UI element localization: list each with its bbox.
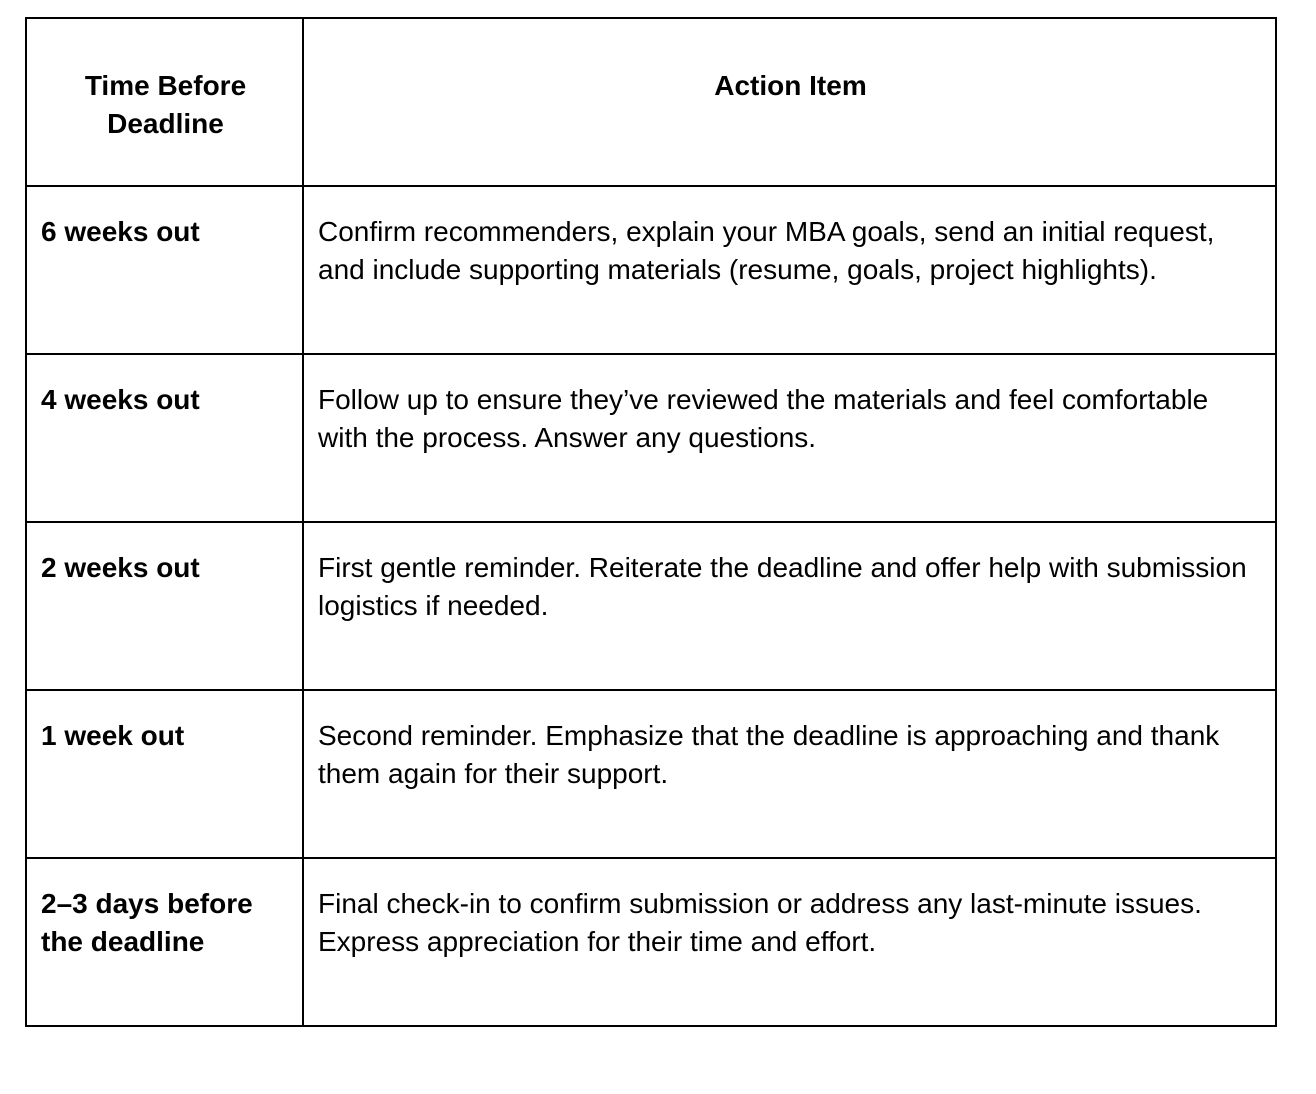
- table-row: [26, 354, 1276, 522]
- time-label: 1 week out: [41, 720, 185, 751]
- action-text: First gentle reminder. Reiterate the deadline and offer help with submission logistics if needed.: [318, 552, 1247, 621]
- header-time-before-deadline: [26, 18, 303, 186]
- action-cell: [303, 690, 1276, 858]
- action-cell: [303, 354, 1276, 522]
- table-row: [26, 690, 1276, 858]
- time-label: 2–3 days before the deadline: [41, 888, 253, 957]
- time-label: 4 weeks out: [41, 384, 200, 415]
- time-label: 2 weeks out: [41, 552, 200, 583]
- table-header-row: [26, 18, 1276, 186]
- action-text: Follow up to ensure they’ve reviewed the materials and feel comfortable with the process. Answer any questions.: [318, 384, 1209, 453]
- header-action-item: [303, 18, 1276, 186]
- action-cell: [303, 186, 1276, 354]
- action-cell: [303, 858, 1276, 1026]
- recommendation-timeline-table: [25, 17, 1277, 1027]
- table-row: [26, 186, 1276, 354]
- time-cell: [26, 690, 303, 858]
- time-cell: [26, 522, 303, 690]
- time-cell: [26, 186, 303, 354]
- time-label: 6 weeks out: [41, 216, 200, 247]
- table-row: [26, 522, 1276, 690]
- time-cell: [26, 354, 303, 522]
- action-text: Final check-in to confirm submission or address any last-minute issues. Express appreciation for their time and effort.: [318, 888, 1202, 957]
- header-action-label: Action Item: [714, 70, 867, 101]
- table-row: [26, 858, 1276, 1026]
- header-time-label: Time Before Deadline: [84, 70, 247, 139]
- time-cell: [26, 858, 303, 1026]
- action-text: Second reminder. Emphasize that the deadline is approaching and thank them again for their support.: [318, 720, 1220, 789]
- action-cell: [303, 522, 1276, 690]
- action-text: Confirm recommenders, explain your MBA goals, send an initial request, and include supporting materials (resume, goals, project highlights).: [318, 216, 1215, 285]
